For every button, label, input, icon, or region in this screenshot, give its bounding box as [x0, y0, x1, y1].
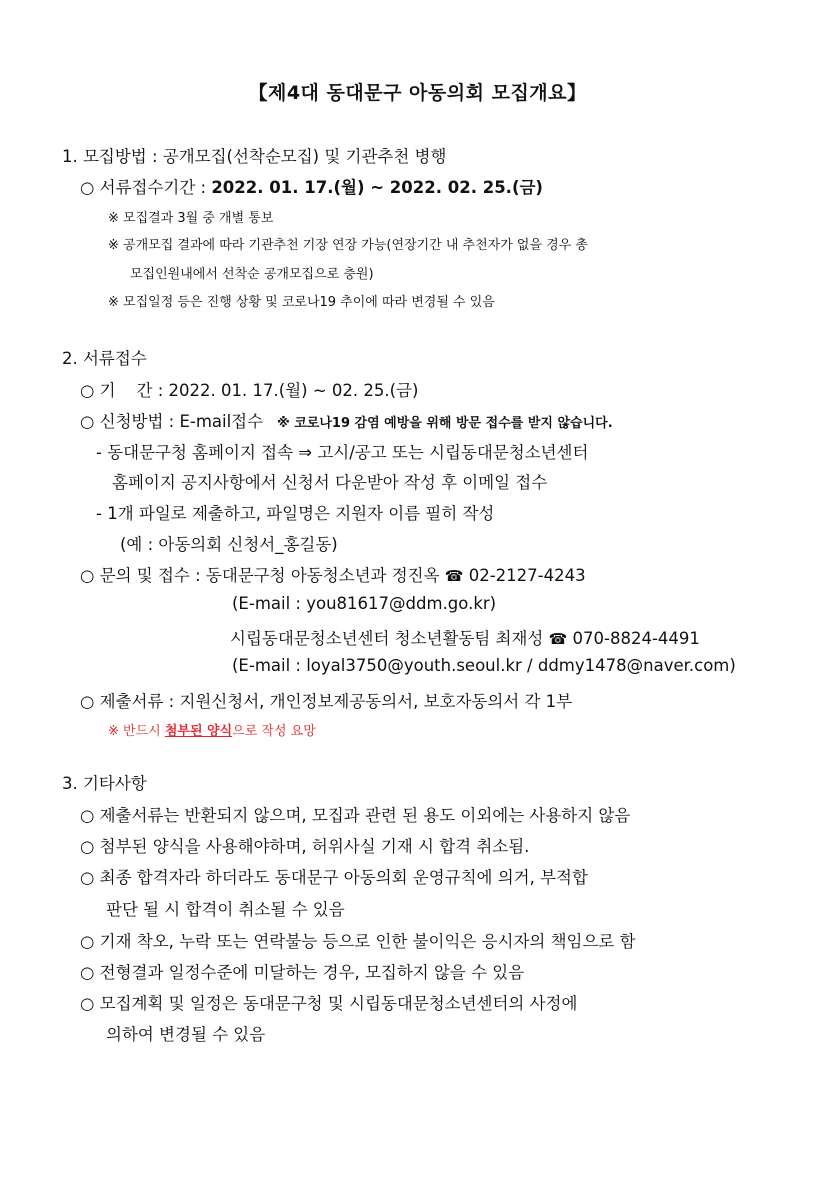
section1-note3: ※ 모집일정 등은 진행 상황 및 코로나19 추이에 따라 변경될 수 있음 [108, 295, 495, 310]
section3-item3-line1: ○ 최종 합격자라 하더라도 동대문구 아동의회 운영규칙에 의거, 부적합 [80, 868, 588, 887]
section1-period [80, 174, 543, 198]
section2-contact1 [80, 562, 586, 586]
section1-period-value: 2022. 01. 17.(월) ~ 2022. 02. 25.(금) [211, 178, 543, 197]
section2-contact2-phone: 070-8824-4491 [572, 629, 700, 648]
section1-heading: 1. 모집방법 : 공개모집(선착순모집) 및 기관추천 병행 [62, 147, 447, 166]
section2-step1-line1: - 동대문구청 홈페이지 접속 ⇒ 고시/공고 또는 시립동대문청소년센터 [96, 443, 589, 462]
section2-example: (예 : 아동의회 신청서_홍길동) [120, 535, 338, 554]
section2-heading: 2. 서류접수 [62, 349, 147, 368]
section2-doc-note-emph: 첨부된 양식 [164, 724, 233, 739]
phone-icon: ☎ [444, 567, 464, 585]
section2-contact2-email: (E-mail : loyal3750@youth.seoul.kr / ddmy1478@naver.com) [232, 656, 736, 675]
section3-item4: ○ 기재 착오, 누락 또는 연락불능 등으로 인한 불이익은 응시자의 책임으로 함 [80, 932, 636, 951]
section2-contact2-name: 시립동대문청소년센터 청소년활동팀 최재성 [230, 629, 544, 648]
section1-period-label: ○ 서류접수기간 : [80, 178, 212, 197]
section2-doc-note-prefix: ※ 반드시 [108, 724, 165, 739]
section1-note2-line2: 모집인원내에서 선착순 공개모집으로 충원) [130, 267, 374, 282]
section2-period: ○ 기 간 : 2022. 01. 17.(월) ~ 02. 25.(금) [80, 381, 419, 400]
section2-contact1-phone: 02-2127-4243 [468, 566, 586, 585]
phone-icon: ☎ [548, 630, 568, 648]
section3-item2: ○ 첨부된 양식을 사용해야하며, 허위사실 기재 시 합격 취소됨. [80, 837, 530, 856]
section2-contact2 [230, 625, 700, 649]
section3-item6-line1: ○ 모집계획 및 일정은 동대문구청 및 시립동대문청소년센터의 사정에 [80, 994, 578, 1013]
section2-contact1-email: (E-mail : you81617@ddm.go.kr) [232, 594, 497, 613]
document-title: 【제4대 동대문구 아동의회 모집개요】 [248, 82, 587, 104]
section3-item6-line2: 의하여 변경될 수 있음 [106, 1025, 266, 1044]
section2-doc-note [108, 720, 316, 739]
section2-method [80, 408, 613, 432]
section3-item3-line2: 판단 될 시 합격이 취소될 수 있음 [106, 900, 345, 919]
section3-item1: ○ 제출서류는 반환되지 않으며, 모집과 관련 된 용도 이외에는 사용하지 않음 [80, 806, 631, 825]
section2-step1-line2: 홈페이지 공지사항에서 신청서 다운받아 작성 후 이메일 접수 [112, 473, 548, 492]
section2-step2: - 1개 파일로 제출하고, 파일명은 지원자 이름 필히 작성 [96, 504, 495, 523]
section2-method-label: ○ 신청방법 : E-mail접수 [80, 412, 264, 431]
section3-item5: ○ 전형결과 일정수준에 미달하는 경우, 모집하지 않을 수 있음 [80, 963, 525, 982]
section2-documents: ○ 제출서류 : 지원신청서, 개인정보제공동의서, 보호자동의서 각 1부 [80, 692, 573, 711]
section2-contact-label: ○ 문의 및 접수 : 동대문구청 아동청소년과 정진옥 [80, 566, 440, 585]
section2-doc-note-suffix: 으로 작성 요망 [232, 724, 316, 739]
section2-method-note: ※ 코로나19 감염 예방을 위해 방문 접수를 받지 않습니다. [277, 416, 613, 431]
section1-note2-line1: ※ 공개모집 결과에 따라 기관추천 기장 연장 가능(연장기간 내 추천자가 없을 경우 총 [108, 238, 588, 253]
section1-note1: ※ 모집결과 3월 중 개별 통보 [108, 211, 274, 226]
section3-heading: 3. 기타사항 [62, 774, 147, 793]
